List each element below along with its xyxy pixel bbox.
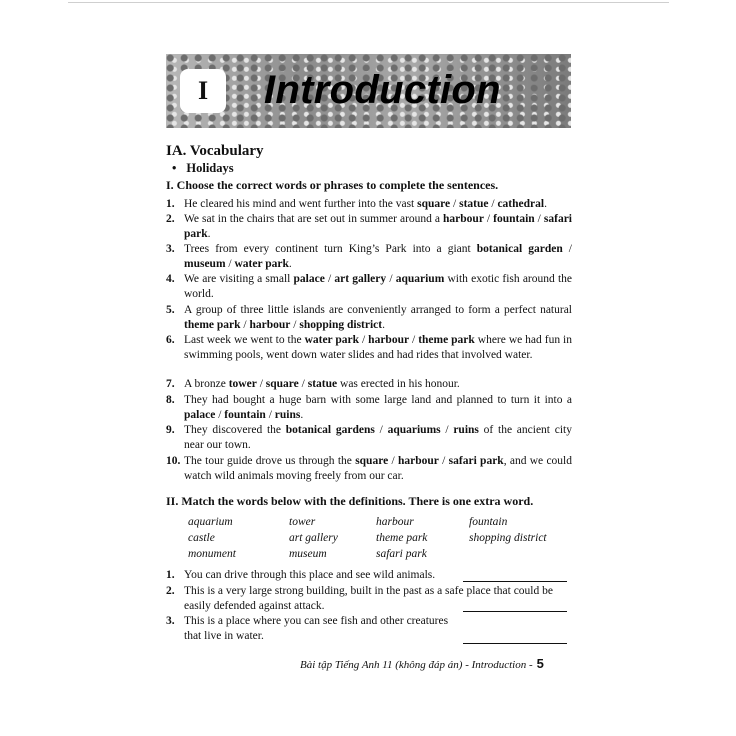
answer-option: ruins bbox=[274, 409, 301, 421]
answer-option: water park bbox=[304, 334, 360, 346]
answer-option: theme park bbox=[184, 319, 241, 331]
exercise1-item bbox=[166, 242, 572, 272]
answer-option: safari park bbox=[184, 213, 572, 240]
item-text: A group of three little islands are conveniently arranged to form a perfect natural theme park / harbour / shopping district. bbox=[184, 304, 572, 331]
answer-option: statue bbox=[307, 378, 338, 390]
answer-option: aquariums bbox=[387, 424, 441, 436]
answer-blank[interactable] bbox=[463, 581, 567, 582]
answer-option: palace bbox=[293, 273, 325, 285]
exercise1-item bbox=[166, 454, 572, 484]
answer-option: harbour bbox=[368, 334, 410, 346]
item-text: We are visiting a small palace / art gallery / aquarium with exotic fish around the world. bbox=[184, 273, 572, 300]
answer-option: museum bbox=[184, 258, 226, 270]
answer-option: tower bbox=[228, 378, 257, 390]
answer-option: shopping district bbox=[299, 319, 383, 331]
item-number: 3. bbox=[166, 615, 175, 627]
answer-option: harbour bbox=[397, 455, 439, 467]
answer-option: fountain bbox=[493, 213, 535, 225]
word-bank-entry: aquarium bbox=[188, 516, 233, 528]
answer-option: palace bbox=[184, 409, 216, 421]
word-bank-entry: shopping district bbox=[469, 532, 547, 544]
item-number: 10. bbox=[166, 455, 181, 467]
answer-option: theme park bbox=[418, 334, 475, 346]
word-bank-entry: safari park bbox=[376, 548, 427, 560]
item-text: Trees from every continent turn King’s Park into a giant botanical garden / museum / water park. bbox=[184, 243, 572, 270]
chapter-title: Introduction bbox=[264, 68, 501, 112]
answer-option: aquarium bbox=[395, 273, 445, 285]
chapter-number-badge: I bbox=[180, 69, 226, 113]
item-number: 1. bbox=[166, 198, 175, 210]
answer-option: art gallery bbox=[334, 273, 387, 285]
exercise2-item bbox=[166, 614, 572, 644]
item-text: Last week we went to the water park / harbour / theme park where we had fun in swimming pools, went down water slides and had rides that involved water. bbox=[184, 334, 572, 361]
word-bank-entry: museum bbox=[289, 548, 327, 560]
topic-bullet bbox=[172, 161, 234, 176]
page-number: 5 bbox=[536, 656, 544, 671]
answer-option: statue bbox=[459, 198, 489, 210]
item-number: 9. bbox=[166, 424, 175, 436]
answer-blank[interactable] bbox=[463, 611, 567, 612]
answer-option: water park bbox=[234, 258, 289, 270]
exercise1-item bbox=[166, 197, 572, 212]
definition-text: This is a very large strong building, built in the past as a safe place that could be easily defended against attack. bbox=[184, 585, 553, 612]
exercise1-item bbox=[166, 212, 572, 242]
answer-option: square bbox=[265, 378, 299, 390]
answer-option: botanical gardens bbox=[285, 424, 375, 436]
answer-option: harbour bbox=[249, 319, 291, 331]
word-bank-entry: fountain bbox=[469, 516, 508, 528]
item-number: 6. bbox=[166, 334, 175, 346]
word-bank-entry: theme park bbox=[376, 532, 428, 544]
item-number: 5. bbox=[166, 304, 175, 316]
exercise2-instruction: II. Match the words below with the definitions. There is one extra word. bbox=[166, 494, 534, 508]
exercise1-item bbox=[166, 377, 572, 392]
answer-option: square bbox=[417, 198, 451, 210]
word-bank-entry: monument bbox=[188, 548, 236, 560]
exercise1-item bbox=[166, 423, 572, 453]
answer-option: cathedral bbox=[497, 198, 545, 210]
item-text: A bronze tower / square / statue was erected in his honour. bbox=[184, 378, 460, 390]
exercise1-item bbox=[166, 272, 572, 302]
answer-option: harbour bbox=[443, 213, 484, 225]
word-bank-entry: castle bbox=[188, 532, 215, 544]
answer-option: square bbox=[355, 455, 389, 467]
section-heading: IA. Vocabulary bbox=[166, 143, 264, 159]
exercise1-item bbox=[166, 303, 572, 333]
item-text: They had bought a huge barn with some large land and planned to turn it into a palace / fountain / ruins. bbox=[184, 394, 572, 421]
exercise1-item bbox=[166, 393, 572, 423]
definition-text: You can drive through this place and see wild animals. bbox=[184, 569, 436, 581]
item-number: 7. bbox=[166, 378, 175, 390]
footer-text: Bài tập Tiếng Anh 11 (không đáp án) - Introduction - bbox=[300, 659, 533, 671]
word-bank-entry: tower bbox=[289, 516, 316, 528]
item-number: 2. bbox=[166, 213, 175, 225]
definition-text: This is a place where you can see fish and other creatures that live in water. bbox=[184, 615, 449, 642]
page-footer bbox=[300, 656, 544, 671]
item-number: 4. bbox=[166, 273, 175, 285]
exercise2-item bbox=[166, 584, 572, 614]
item-text: The tour guide drove us through the square / harbour / safari park, and we could watch wild animals moving freely from our car. bbox=[184, 455, 572, 482]
topic-label: Holidays bbox=[186, 161, 234, 175]
exercise1-item bbox=[166, 333, 572, 363]
item-number: 8. bbox=[166, 394, 175, 406]
item-number: 2. bbox=[166, 585, 175, 597]
exercise1-instruction: I. Choose the correct words or phrases to complete the sentences. bbox=[166, 178, 499, 192]
top-rule bbox=[68, 2, 669, 3]
answer-option: fountain bbox=[224, 409, 266, 421]
item-number: 3. bbox=[166, 243, 175, 255]
bullet-icon: • bbox=[172, 161, 177, 175]
item-text: We sat in the chairs that are set out in summer around a harbour / fountain / safari park. bbox=[184, 213, 572, 240]
item-text: They discovered the botanical gardens / aquariums / ruins of the ancient city near our town. bbox=[184, 424, 572, 451]
answer-option: safari park bbox=[448, 455, 504, 467]
answer-option: ruins bbox=[453, 424, 479, 436]
answer-blank[interactable] bbox=[463, 643, 567, 644]
item-number: 1. bbox=[166, 569, 175, 581]
answer-option: botanical garden bbox=[476, 243, 563, 255]
chapter-banner bbox=[166, 54, 571, 128]
word-bank-entry: harbour bbox=[376, 516, 414, 528]
item-text: He cleared his mind and went further into the vast square / statue / cathedral. bbox=[184, 198, 547, 210]
word-bank-entry: art gallery bbox=[289, 532, 338, 544]
